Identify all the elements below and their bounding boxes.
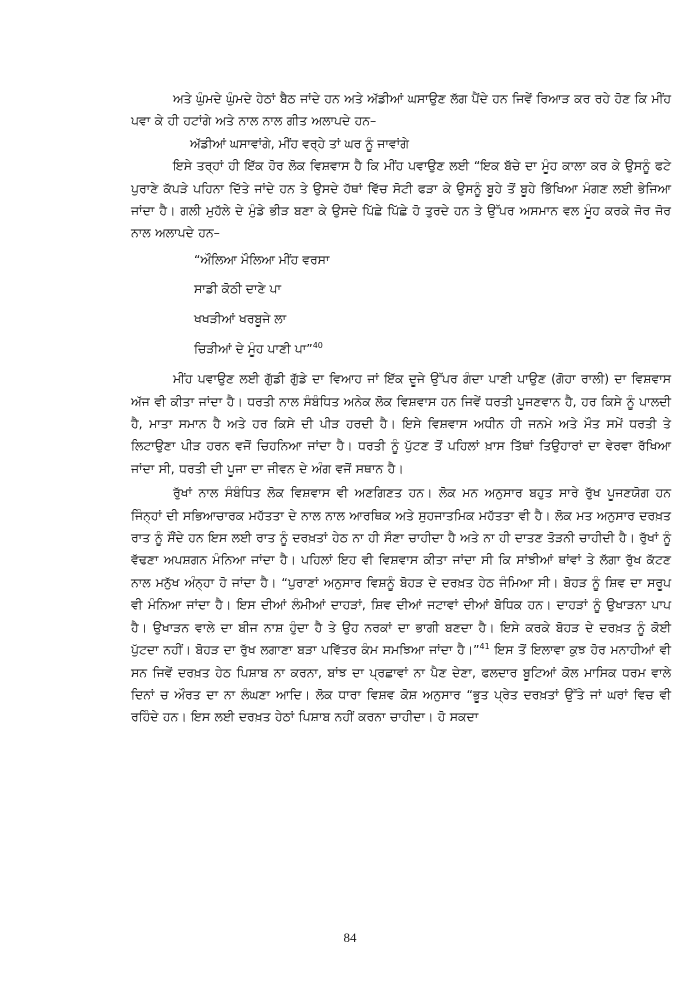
footnote-marker-40: 40	[312, 340, 323, 350]
paragraph-tree-beliefs	[131, 482, 671, 728]
verse-line-heels: ਅੱਡੀਆਂ ਘਸਾਵਾਂਗੇ, ਮੀਂਹ ਵਰ੍ਹੇ ਤਾਂ ਘਰ ਨੂੰ ਜਾਵਾਂਗੇ	[190, 135, 409, 151]
footnote-marker-41: 41	[479, 641, 490, 651]
paragraph-black-faced-child-belief: ਇਸੇ ਤਰ੍ਹਾਂ ਹੀ ਇੱਕ ਹੋਰ ਲੋਕ ਵਿਸ਼ਵਾਸ ਹੈ ਕਿ ਮੀਂਹ ਪਵਾਉਣ ਲਈ “ਇਕ ਬੱਚੇ ਦਾ ਮੂੰਹ ਕਾਲਾ ਕਰ ਕੇ ਉਸਨੂੰ ਫਟੇ ਪੁਰਾਣੇ ਕੱਪੜੇ ਪਹਿਨਾ ਦਿੱਤੇ ਜਾਂਦੇ ਹਨ ਤੇ ਉਸਦੇ ਹੱਥਾਂ ਵਿੱਚ ਸੋਟੀ ਫੜਾ ਕੇ ਉਸਨੂੰ ਬੂਹੇ ਤੋਂ ਬੂਹੇ ਭਿੱਖਿਆ ਮੰਗਣ ਲਈ ਭੇਜਿਆ ਜਾਂਦਾ ਹੈ। ਗਲੀ ਮੁਹੱਲੇ ਦੇ ਮੁੰਡੇ ਭੀੜ ਬਣਾ ਕੇ ਉਸਦੇ ਪਿੱਛੇ ਪਿੱਛੇ ਹੋ ਤੁਰਦੇ ਹਨ ਤੇ ਉੱਪਰ ਅਸਮਾਨ ਵਲ ਮੂੰਹ ਕਰਕੇ ਜੋਰ ਜੋਰ ਨਾਲ ਅਲਾਪਦੇ ਹਨ–	[131, 158, 671, 241]
verse-item: “ਔਲਿਆ ਮੌਲਿਆ ਮੀਂਹ ਵਰਸਾ	[194, 251, 330, 267]
verse-block-aulia-maulia	[131, 245, 671, 363]
paragraph-rain-heel-rubbing: ਅਤੇ ਘੁੰਮਦੇ ਘੁੰਮਦੇ ਹੇਠਾਂ ਬੈਠ ਜਾਂਦੇ ਹਨ ਅਤੇ ਅੱਡੀਆਂ ਘਸਾਉਣ ਲੱਗ ਪੈਂਦੇ ਹਨ ਜਿਵੇਂ ਰਿਆੜ ਕਰ ਰਹੇ ਹੋਣ ਕਿ ਮੀਂਹ ਪਵਾ ਕੇ ਹੀ ਹਟਾਂਗੇ ਅਤੇ ਨਾਲ ਨਾਲ ਗੀਤ ਅਲਾਪਦੇ ਹਨ–	[131, 91, 671, 129]
verse-item-text: ਚਿੜੀਆਂ ਦੇ ਮੂੰਹ ਪਾਣੀ ਪਾ”	[194, 340, 313, 356]
paragraph-tree-beliefs-text: ਰੁੱਖਾਂ ਨਾਲ ਸੰਬੰਧਿਤ ਲੋਕ ਵਿਸ਼ਵਾਸ ਵੀ ਅਣਗਿਣਤ ਹਨ। ਲੋਕ ਮਨ ਅਨੁਸਾਰ ਬਹੁਤ ਸਾਰੇ ਰੁੱਖ ਪੂਜਣਯੋਗ ਹਨ ਜਿੰਨ੍ਹਾਂ ਦੀ ਸਭਿਆਚਾਰਕ ਮਹੱਤਤਾ ਦੇ ਨਾਲ ਨਾਲ ਆਰਥਿਕ ਅਤੇ ਸੁਹਜਾਤਮਿਕ ਮਹੱਤਤਾ ਵੀ ਹੈ। ਲੋਕ ਮਤ ਅਨੁਸਾਰ ਦਰਖ਼ਤ ਰਾਤ ਨੂੰ ਸੌਂਦੇ ਹਨ ਇਸ ਲਈ ਰਾਤ ਨੂੰ ਦਰਖ਼ਤਾਂ ਹੇਠ ਨਾ ਹੀ ਸੌਣਾ ਚਾਹੀਦਾ ਹੈ ਅਤੇ ਨਾ ਹੀ ਦਾਤਣ ਤੋੜਨੀ ਚਾਹੀਦੀ ਹੈ। ਰੁੱਖਾਂ ਨੂੰ ਵੱਢਣਾ ਅਪਸ਼ਗਨ ਮੰਨਿਆ ਜਾਂਦਾ ਹੈ। ਪਹਿਲਾਂ ਇਹ ਵੀ ਵਿਸ਼ਵਾਸ ਕੀਤਾ ਜਾਂਦਾ ਸੀ ਕਿ ਸਾਂਝੀਆਂ ਥਾਂਵਾਂ ਤੇ ਲੱਗਾ ਰੁੱਖ ਕੱਟਣ ਨਾਲ ਮਨੁੱਖ ਅੰਨ੍ਹਾ ਹੋ ਜਾਂਦਾ ਹੈ। “ਪੁਰਾਣਾਂ ਅਨੁਸਾਰ ਵਿਸ਼ਨੂੰ ਬੋਹੜ ਦੇ ਦਰਖ਼ਤ ਹੇਠ ਜੰਮਿਆ ਸੀ। ਬੋਹੜ ਨੂੰ ਸ਼ਿਵ ਦਾ ਸਰੂਪ ਵੀ ਮੰਨਿਆ ਜਾਂਦਾ ਹੈ। ਇਸ ਦੀਆਂ ਲੰਮੀਆਂ ਦਾਹੜਾਂ, ਸ਼ਿਵ ਦੀਆਂ ਜਟਾਵਾਂ ਦੀਆਂ ਬੋਧਿਕ ਹਨ। ਦਾਹੜਾਂ ਨੂੰ ਉਖਾੜਨਾ ਪਾਪ ਹੈ। ਉਖਾੜਨ ਵਾਲੇ ਦਾ ਬੀਜ ਨਾਸ਼ ਹੁੰਦਾ ਹੈ ਤੇ ਉਹ ਨਰਕਾਂ ਦਾ ਭਾਗੀ ਬਣਦਾ ਹੈ। ਇਸੇ ਕਰਕੇ ਬੋਹੜ ਦੇ ਦਰਖ਼ਤ ਨੂੰ ਕੋਈ ਪੁੱਟਦਾ ਨਹੀਂ। ਬੋਹੜ ਦਾ ਰੁੱਖ ਲਗਾਣਾ ਬੜਾ ਪਵਿੱਤਰ ਕੰਮ ਸਮਝਿਆ ਜਾਂਦਾ ਹੈ।”	[131, 485, 671, 658]
verse-item	[131, 334, 671, 364]
page-number: 84	[343, 930, 357, 945]
paragraph-earth-beliefs: ਮੀਂਹ ਪਵਾਉਣ ਲਈ ਗੁੱਡੀ ਗੁੱਡੇ ਦਾ ਵਿਆਹ ਜਾਂ ਇੱਕ ਦੂਜੇ ਉੱਪਰ ਗੰਦਾ ਪਾਣੀ ਪਾਉਣ (ਗੋਹਾ ਰਾਲੀ) ਦਾ ਵਿਸ਼ਵਾਸ ਅੱਜ ਵੀ ਕੀਤਾ ਜਾਂਦਾ ਹੈ। ਧਰਤੀ ਨਾਲ ਸੰਬੰਧਿਤ ਅਨੇਕ ਲੋਕ ਵਿਸ਼ਵਾਸ ਹਨ ਜਿਵੇਂ ਧਰਤੀ ਪੂਜਣਵਾਨ ਹੈ, ਹਰ ਕਿਸੇ ਨੂੰ ਪਾਲਦੀ ਹੈ, ਮਾਤਾ ਸਮਾਨ ਹੈ ਅਤੇ ਹਰ ਕਿਸੇ ਦੀ ਪੀੜ ਹਰਦੀ ਹੈ। ਇਸੇ ਵਿਸ਼ਵਾਸ ਅਧੀਨ ਹੀ ਜਨਮੇ ਅਤੇ ਮੌਤ ਸਮੇਂ ਧਰਤੀ ਤੇ ਲਿਟਾਉਣਾ ਪੀੜ ਹਰਨ ਵਜੋਂ ਚਿਹਨਿਆ ਜਾਂਦਾ ਹੈ। ਧਰਤੀ ਨੂੰ ਪੁੱਟਣ ਤੋਂ ਪਹਿਲਾਂ ਖ਼ਾਸ ਤਿੱਥਾਂ ਤਿਉਹਾਰਾਂ ਦਾ ਵੇਰਵਾ ਰੱਖਿਆ ਜਾਂਦਾ ਸੀ, ਧਰਤੀ ਦੀ ਪੂਜਾ ਦਾ ਜੀਵਨ ਦੇ ਅੰਗ ਵਜੋਂ ਸਥਾਨ ਹੈ।	[131, 371, 671, 476]
document-text-body	[131, 88, 671, 729]
paragraph-tree-beliefs-continuation: ਇਸ ਤੋਂ ਇਲਾਵਾ ਕੁਝ ਹੋਰ ਮਨਾਹੀਆਂ ਵੀ ਸਨ ਜਿਵੇਂ ਦਰਖ਼ਤ ਹੇਠ ਪਿਸ਼ਾਬ ਨਾ ਕਰਨਾ, ਬਾਂਝ ਦਾ ਪ੍ਰਛਾਵਾਂ ਨਾ ਪੈਣ ਦੇਣਾ, ਫਲਦਾਰ ਬੂਟਿਆਂ ਕੋਲ ਮਾਸਿਕ ਧਰਮ ਵਾਲੇ ਦਿਨਾਂ ਚ ਔਰਤ ਦਾ ਨਾ ਲੰਘਣਾ ਆਦਿ। ਲੋਕ ਧਾਰਾ ਵਿਸ਼ਵ ਕੋਸ਼ ਅਨੁਸਾਰ “ਭੂਤ ਪ੍ਰੇਤ ਦਰਖ਼ਤਾਂ ਉੱਤੇ ਜਾਂ ਘਰਾਂ ਵਿਚ ਵੀ ਰਹਿੰਦੇ ਹਨ। ਇਸ ਲਈ ਦਰਖ਼ਤ ਹੇਠਾਂ ਪਿਸ਼ਾਬ ਨਹੀਂ ਕਰਨਾ ਚਾਹੀਦਾ। ਹੋ ਸਕਦਾ	[131, 642, 671, 725]
verse-item: ਸਾਡੀ ਕੋਠੀ ਦਾਣੇ ਪਾ	[194, 281, 282, 297]
verse-item: ਖਖੜੀਆਂ ਖਰਬੂਜੇ ਲਾ	[194, 311, 287, 327]
